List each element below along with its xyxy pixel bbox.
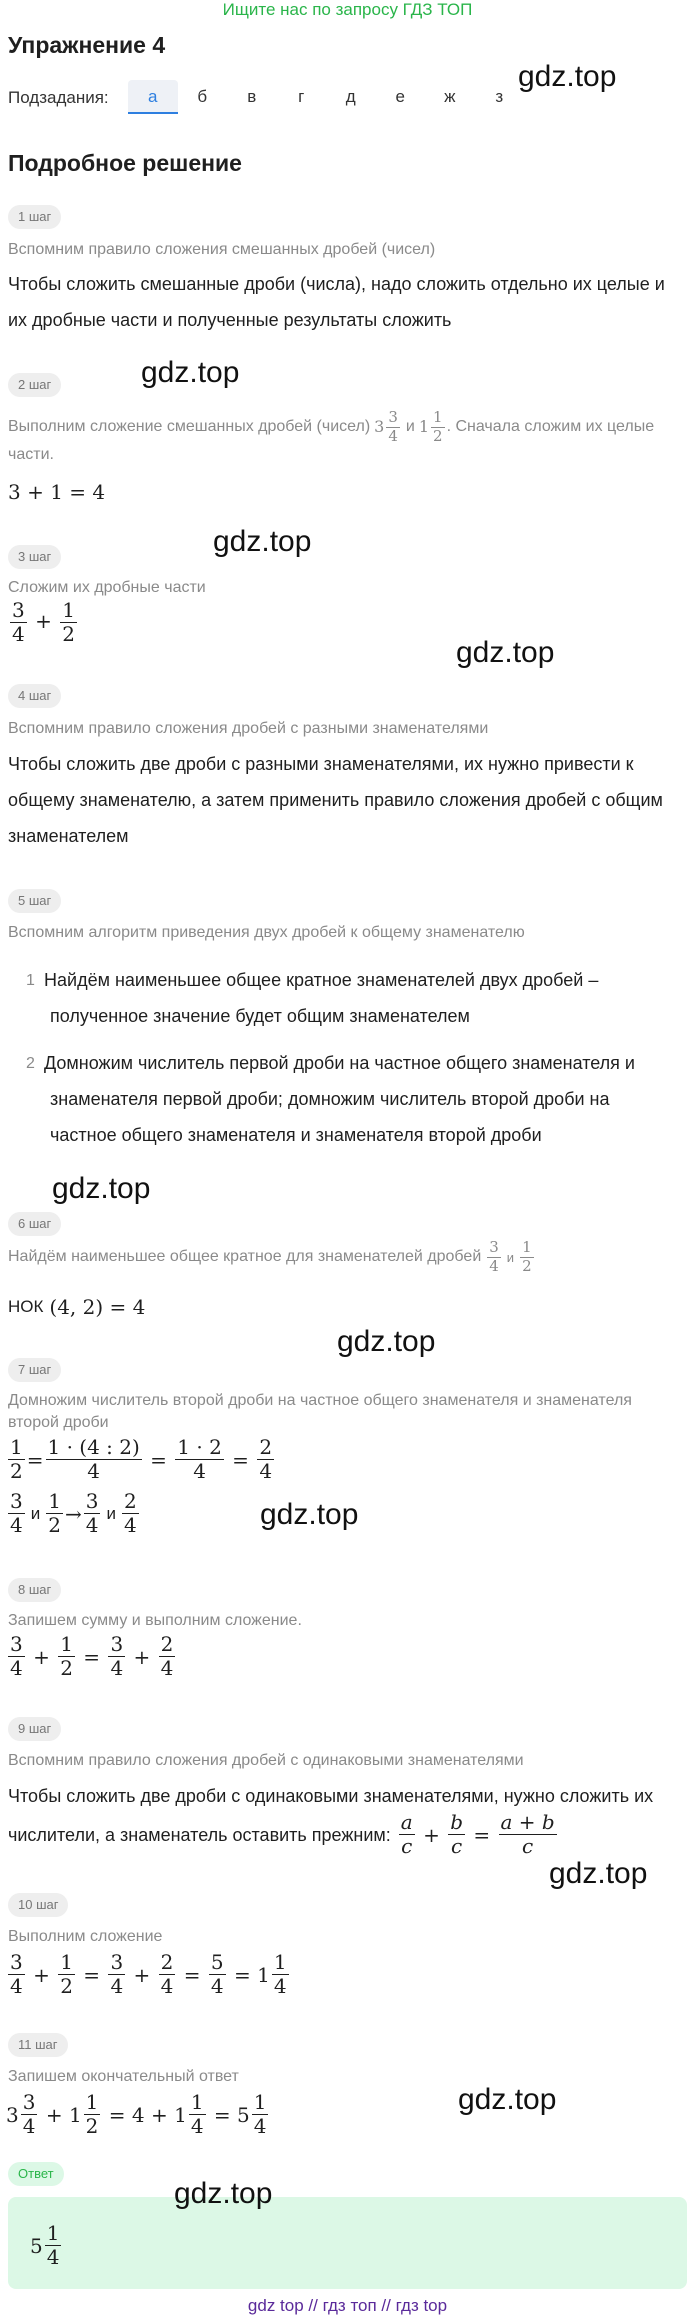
answer-badge: Ответ — [8, 2162, 64, 2186]
hint-and: и — [506, 1249, 515, 1265]
step-badge: 9 шаг — [8, 1717, 61, 1741]
watermark: gdz.top — [213, 525, 312, 558]
hint-and: и — [405, 418, 415, 436]
step-hint: Домножим числитель второй дроби на частное общего знаменателя и знаменателя — [8, 1392, 632, 1409]
list-item-text: полученное значение будет общим знаменателем — [50, 1006, 470, 1026]
tab-v[interactable]: в — [247, 87, 257, 106]
and-word: и — [106, 1503, 116, 1523]
footer-links[interactable]: gdz top // гдз топ // гдз top — [247, 2296, 448, 2315]
watermark: gdz.top — [260, 1498, 359, 1531]
step-badge: 1 шаг — [8, 205, 61, 229]
list-item-text: знаменателя первой дроби; домножим числитель второй дроби на — [50, 1089, 610, 1109]
tab-a[interactable]: а — [128, 80, 178, 114]
and-word: и — [30, 1503, 41, 1523]
step-hint: Запишем окончательный ответ — [8, 2068, 239, 2085]
tab-d[interactable]: д — [345, 87, 356, 106]
step-badge: 5 шаг — [8, 889, 61, 913]
tab-e[interactable]: е — [395, 87, 405, 106]
step-badge: 6 шаг — [8, 1212, 61, 1236]
watermark: gdz.top — [549, 1857, 648, 1890]
equation: 1 2 = 1 · (4 : 2) 4 = 1 · 2 4 = 2 4 — [10, 1435, 273, 1483]
step-text: Чтобы сложить две дроби с одинаковыми знаменателями, нужно сложить их — [8, 1786, 654, 1806]
step-hint: второй дроби — [8, 1414, 109, 1431]
step-hint: Сложим их дробные части — [8, 579, 206, 596]
step-hint: Вспомним правило сложения дробей с одинаковыми знаменателями — [8, 1752, 524, 1769]
tab-z[interactable]: з — [495, 87, 504, 106]
subtasks-tabs — [128, 80, 524, 114]
watermark: gdz.top — [456, 636, 555, 669]
list-item-text: частное общего знаменателя и знаменателя второй дроби — [50, 1125, 542, 1145]
step-badge: 7 шаг — [8, 1358, 61, 1382]
fraction: $\frac{3}{4}$ — [489, 1238, 499, 1275]
step-hint: Вспомним алгоритм приведения двух дробей к общему знаменателю — [8, 924, 525, 941]
tab-zh[interactable]: ж — [444, 87, 456, 106]
watermark: gdz.top — [174, 2177, 273, 2210]
tab-g[interactable]: г — [298, 87, 305, 106]
top-banner: Ищите нас по запросу ГДЗ ТОП — [222, 0, 473, 19]
step-text: Чтобы сложить смешанные дроби (числа), надо сложить отдельно их целые и — [8, 274, 665, 294]
hint-text: Найдём наименьшее общее кратное для знаменателей дробей — [8, 1248, 482, 1266]
solution-title: Подробное решение — [8, 150, 242, 176]
step-text: числители, а знаменатель оставить прежним: — [8, 1824, 391, 1845]
list-item-text: Найдём наименьшее общее кратное знаменателей двух дробей – — [44, 970, 599, 990]
step-text-row — [8, 1812, 559, 1857]
step-hint: Запишем сумму и выполним сложение. — [8, 1612, 302, 1629]
fraction: $\frac{1}{2}$ — [522, 1238, 532, 1275]
list-number: 1 — [26, 972, 35, 989]
step-badge: 10 шаг — [8, 1893, 68, 1917]
step-hint: части. — [8, 446, 54, 463]
answer-value: 5 1 4 — [30, 2221, 60, 2269]
answer-box — [8, 2197, 687, 2289]
watermark: gdz.top — [518, 60, 617, 93]
watermark: gdz.top — [458, 2083, 557, 2116]
equation: 3 3 4 + 1 1 2 = 4 + 1 1 4 = 5 1 4 — [6, 2090, 267, 2138]
watermark: gdz.top — [337, 1325, 436, 1358]
equation: 3 4 и 1 2 → 3 4 и 2 4 — [10, 1489, 137, 1537]
step-text: их дробные части и полученные результаты сложить — [8, 310, 452, 330]
hint-text: Выполним сложение смешанных дробей (чисел) — [8, 418, 371, 436]
equation: $\frac{3}{4}$ + $\frac{1}{2}$ — [12, 598, 75, 646]
equation: 3 4 + 1 2 = 3 4 + 2 4 — [10, 1632, 174, 1680]
page-title: Упражнение 4 — [8, 32, 166, 58]
equation: НОК (4, 2) = 4 — [8, 1295, 146, 1319]
step-badge: 8 шаг — [8, 1578, 61, 1602]
mixed-number: 1 $\frac{1}{2}$ — [418, 408, 443, 445]
subtasks-label: Подзадания: — [8, 88, 109, 107]
step-text: общему знаменателю, а затем применить правило сложения дробей с общим — [8, 790, 663, 810]
watermark: gdz.top — [141, 356, 240, 389]
tab-b[interactable]: б — [197, 87, 208, 106]
step-hint: Вспомним правило сложения дробей с разными знаменателями — [8, 720, 489, 737]
equation: 3 + 1 = 4 — [8, 480, 106, 504]
hint-text: . Сначала сложим их целые — [446, 418, 655, 436]
step-badge: 4 шаг — [8, 684, 61, 708]
equation: 3 4 + 1 2 = 3 4 + 2 4 = 5 4 = 1 1 4 — [10, 1950, 287, 1998]
list-item-text: Домножим числитель первой дроби на частное общего знаменателя и — [44, 1053, 635, 1073]
step-text: Чтобы сложить две дроби с разными знаменателями, их нужно привести к — [8, 754, 634, 774]
step-hint: Вспомним правило сложения смешанных дробей (чисел) — [8, 241, 436, 258]
step-hint: Выполним сложение — [8, 1928, 163, 1945]
step-badge: 2 шаг — [8, 373, 61, 397]
rule-formula: a c + b c = a + b c — [400, 1810, 555, 1858]
step-badge: 3 шаг — [8, 545, 61, 569]
step-hint — [8, 410, 654, 445]
step-text: знаменателем — [8, 826, 129, 846]
list-number: 2 — [26, 1055, 35, 1072]
step-badge: 11 шаг — [8, 2033, 68, 2057]
mixed-number: 3 $\frac{3}{4}$ — [374, 408, 398, 445]
step-hint — [8, 1240, 536, 1275]
watermark: gdz.top — [52, 1172, 151, 1205]
nok-label: НОК — [8, 1297, 44, 1316]
